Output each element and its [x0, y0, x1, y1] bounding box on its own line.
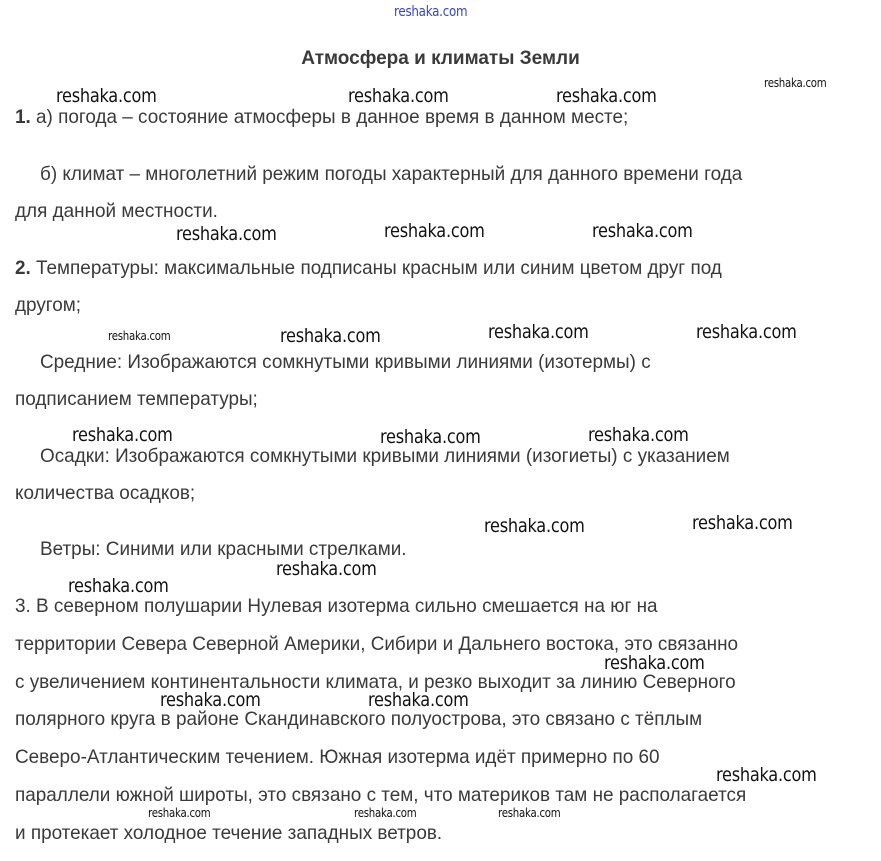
text-line: для данной местности.: [15, 200, 218, 222]
watermark: reshaka.com: [384, 220, 485, 242]
watermark: reshaka.com: [68, 575, 169, 597]
page-title: Атмосфера и климаты Земли: [301, 48, 580, 69]
text-line: б) климат – многолетний режим погоды характерный для данного времени года: [40, 163, 743, 185]
watermark: reshaka.com: [148, 806, 211, 820]
watermark: reshaka.com: [368, 689, 469, 711]
answer-number: 1.: [15, 106, 31, 128]
watermark: reshaka.com: [394, 4, 468, 20]
text-line: Ветры: Синими или красными стрелками.: [40, 538, 407, 560]
text-line: а) погода – состояние атмосферы в данное время в данном месте;: [36, 106, 629, 128]
watermark: reshaka.com: [764, 76, 827, 90]
watermark: reshaka.com: [604, 652, 705, 674]
watermark: reshaka.com: [484, 515, 585, 537]
watermark: reshaka.com: [108, 329, 171, 343]
watermark: reshaka.com: [160, 689, 261, 711]
watermark: reshaka.com: [354, 806, 417, 820]
text-line: Северо-Атлантическим течением. Южная изотерма идёт примерно по 60: [15, 746, 660, 768]
watermark: reshaka.com: [488, 321, 589, 343]
answer-3: [15, 596, 658, 616]
watermark: reshaka.com: [588, 424, 689, 446]
text-line: Температуры: максимальные подписаны красным или синим цветом друг под: [36, 257, 722, 279]
answer-number: 3.: [15, 595, 31, 617]
watermark: reshaka.com: [498, 806, 561, 820]
watermark: reshaka.com: [592, 220, 693, 242]
text-line: подписанием температуры;: [15, 388, 258, 410]
watermark: reshaka.com: [716, 764, 817, 786]
text-line: количества осадков;: [15, 482, 196, 504]
text-line: В северном полушарии Нулевая изотерма сильно смешается на юг на: [36, 595, 658, 617]
text-line: параллели южной широты, это связано с тем, что материков там не располагается: [15, 784, 747, 806]
text-line: Средние: Изображаются сомкнутыми кривыми линиями (изотермы) с: [40, 351, 651, 373]
watermark: reshaka.com: [176, 223, 277, 245]
watermark: reshaka.com: [348, 85, 449, 107]
watermark: reshaka.com: [380, 426, 481, 448]
answer-number: 2.: [15, 257, 31, 279]
answer-1a: [15, 107, 628, 127]
text-line: с увеличением континентальности климата, и резко выходит за линию Северного: [15, 671, 736, 693]
text-line: другом;: [15, 294, 82, 316]
watermark: reshaka.com: [276, 558, 377, 580]
answer-2: [15, 258, 722, 278]
text-line: Осадки: Изображаются сомкнутыми кривыми линиями (изогиеты) с указанием: [40, 445, 730, 467]
watermark: reshaka.com: [72, 424, 173, 446]
text-line: и протекает холодное течение западных ветров.: [15, 822, 443, 844]
watermark: reshaka.com: [692, 512, 793, 534]
watermark: reshaka.com: [56, 85, 157, 107]
watermark: reshaka.com: [280, 325, 381, 347]
text-line: территории Севера Северной Америки, Сибири и Дальнего востока, это связанно: [15, 633, 739, 655]
text-line: полярного круга в районе Скандинавского полуострова, это связано с тёплым: [15, 708, 703, 730]
watermark: reshaka.com: [696, 321, 797, 343]
watermark: reshaka.com: [556, 85, 657, 107]
